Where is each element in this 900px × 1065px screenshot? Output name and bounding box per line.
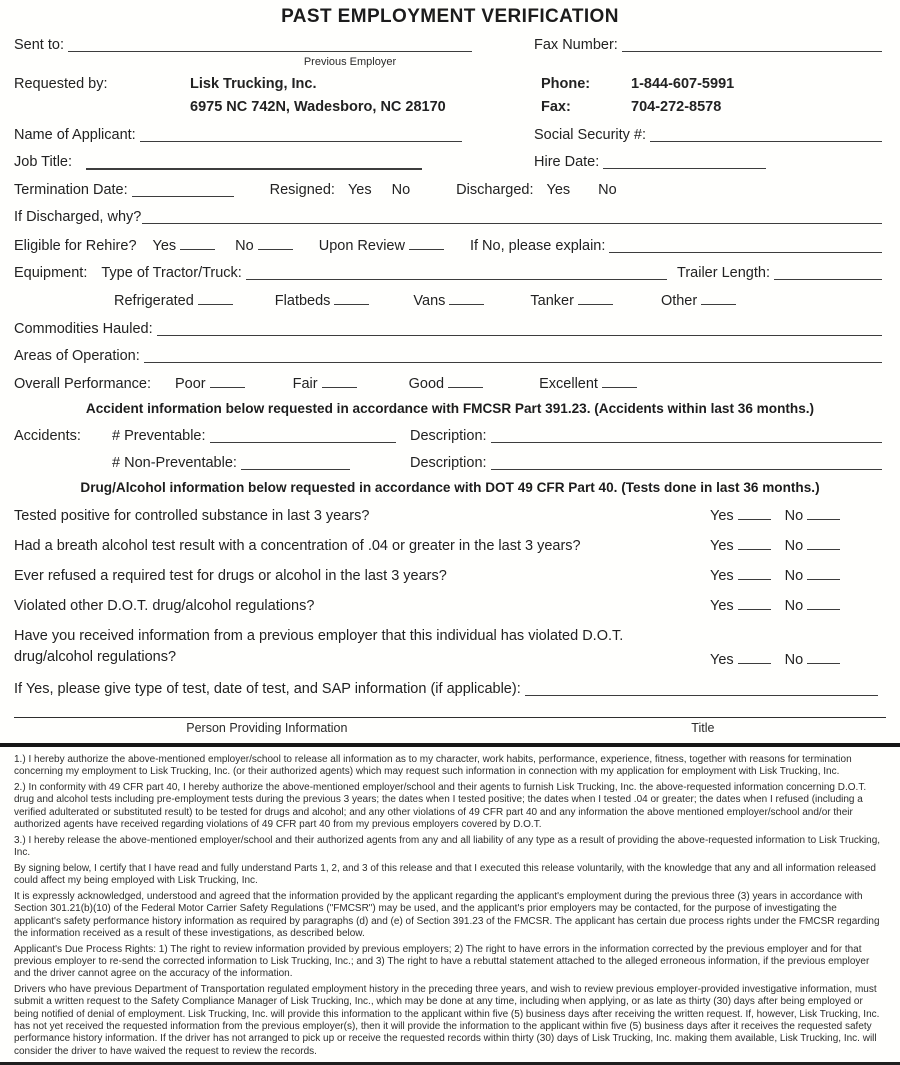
tanker-blank[interactable] [578, 292, 613, 305]
person-providing-label: Person Providing Information [186, 721, 348, 735]
trailer-length-line[interactable] [774, 265, 882, 280]
phone-value: 1-844-607-5991 [631, 76, 735, 92]
resigned-yes-option[interactable]: Yes [347, 182, 372, 198]
termination-date-line[interactable] [132, 182, 234, 197]
q2-yes-blank[interactable] [738, 537, 771, 550]
q5-no-blank[interactable] [807, 651, 840, 664]
areas-line[interactable] [144, 348, 882, 363]
preventable-group [112, 428, 400, 444]
q1-no-option[interactable]: No [784, 508, 804, 524]
fax-number-group [534, 37, 886, 53]
fax-label: Fax: [541, 99, 571, 115]
previous-employer-caption: Previous Employer [303, 56, 397, 68]
legal-paragraph-7: Drivers who have previous Department of Transportation regulated employment history in the preceding three years, and wish to review previous employer-provided investigative information, must submit a written request to the Safety Compliance Manager of Lisk Trucking, Inc., which may be done at any time, including when applying, or as late as thirty (30) days after being employed or being notified of denial of employment. Lisk Trucking, Inc. will provide this information to the applicant within five (5) business days after receiving the written request. If, however, Lisk Trucking, Inc. has not yet received the requested information from the previous employer(s), then it will provide the information to the applicant within five (5) business days after it receives the requested safety performance history information. If the driver has not arranged to pick up or receive the requested records within thirty (30) days of Lisk Trucking, Inc. making them available, Lisk Trucking, Inc. will consider the driver to have waived the request to review the records. [14, 984, 880, 1057]
non-preventable-description-line[interactable] [491, 455, 882, 470]
areas-row [14, 348, 886, 364]
question-3-text: Ever refused a required test for drugs or alcohol in the last 3 years? [14, 568, 447, 584]
non-preventable-label: # Non-Preventable: [112, 455, 237, 471]
hire-date-label: Hire Date: [534, 154, 600, 170]
upon-review-option[interactable]: Upon Review [318, 238, 405, 254]
preventable-description-label: Description: [410, 428, 487, 444]
q5-no-option[interactable]: No [784, 652, 804, 668]
termination-date-label: Termination Date: [14, 182, 128, 198]
q5-yes-option[interactable]: Yes [710, 652, 734, 668]
good-blank[interactable] [448, 375, 483, 388]
performance-row [14, 375, 886, 392]
fax-number-label: Fax Number: [534, 37, 618, 53]
rating-excellent: Excellent [539, 376, 598, 392]
company-block [190, 76, 541, 115]
applicant-name-label: Name of Applicant: [14, 127, 136, 143]
legal-paragraph-4: By signing below, I certify that I have read and fully understand Parts 1, 2, and 3 of this release and that I executed this release voluntarily, with the knowledge that any and all information released could affect my being employed with Lisk Trucking, Inc. [14, 862, 876, 887]
legal-paragraph-6: Applicant's Due Process Rights: 1) The right to review information provided by previous employers; 2) The right to have errors in the information corrected by the previous employer and for that previous employer to re-send the corrected information to Lisk Trucking, Inc.; and 3) The right to have a rebuttal statement attached to the alleged erroneous information, if the previous employer and the driver cannot agree on the accuracy of the information. [14, 943, 870, 980]
job-title-label: Job Title: [14, 154, 73, 170]
q3-no-option[interactable]: No [784, 568, 804, 584]
accidents-nonpreventable-row [14, 455, 886, 471]
question-2-yes-no [710, 537, 880, 554]
signature-title-label: Title [691, 721, 715, 735]
other-blank[interactable] [701, 292, 736, 305]
accidents-label: Accidents: [14, 428, 81, 444]
hire-date-group [534, 154, 886, 170]
tractor-type-label: Type of Tractor/Truck: [101, 265, 242, 281]
termination-row [14, 182, 886, 198]
requested-by-row [14, 76, 886, 115]
job-title-row [14, 154, 886, 171]
question-4-yes-no [710, 597, 880, 614]
excellent-blank[interactable] [602, 375, 637, 388]
question-row-1 [14, 507, 886, 524]
rehire-yes-blank[interactable] [180, 237, 215, 250]
equipment-row [14, 265, 886, 281]
areas-label: Areas of Operation: [14, 348, 140, 364]
q4-no-option[interactable]: No [784, 598, 804, 614]
applicant-name-group [14, 127, 466, 143]
phone-row [541, 76, 886, 92]
non-preventable-group [112, 455, 400, 471]
commodities-row [14, 321, 886, 337]
non-preventable-description-label: Description: [410, 455, 487, 471]
if-discharged-label: If Discharged, why? [14, 209, 142, 225]
question-3-yes-no [710, 567, 880, 584]
q5-yes-blank[interactable] [738, 651, 771, 664]
resigned-label: Resigned: [269, 182, 335, 198]
section-divider-rule [0, 743, 900, 747]
accident-section-heading: Accident information below requested in accordance with FMCSR Part 391.23. (Accidents within last 36 months.) [85, 401, 815, 416]
page-bottom-rule [0, 1062, 900, 1065]
q4-yes-option[interactable]: Yes [710, 598, 734, 614]
if-yes-line[interactable] [525, 681, 878, 696]
equipment-types-row [114, 292, 886, 309]
question-5-yes-no [710, 651, 880, 668]
sent-to-line[interactable] [68, 37, 472, 52]
ssn-line[interactable] [650, 127, 882, 142]
question-2-text: Had a breath alcohol test result with a concentration of .04 or greater in the last 3 years? [14, 538, 581, 554]
hire-date-line[interactable] [603, 154, 766, 169]
rating-poor: Poor [175, 376, 206, 392]
form-title: PAST EMPLOYMENT VERIFICATION [281, 6, 619, 27]
rehire-no-option[interactable]: No [235, 238, 254, 254]
q2-yes-option[interactable]: Yes [710, 538, 734, 554]
rating-fair: Fair [292, 376, 318, 392]
if-yes-label: If Yes, please give type of test, date of test, and SAP information (if applicable): [14, 681, 521, 697]
rehire-no-blank[interactable] [258, 237, 293, 250]
performance-label: Overall Performance: [14, 376, 151, 392]
non-preventable-line[interactable] [241, 455, 350, 470]
ssn-label: Social Security #: [534, 127, 647, 143]
legal-paragraph-2: 2.) In conformity with 49 CFR part 40, I hereby authorize the above-mentioned employer/school and their agents to furnish Lisk Trucking, Inc. the above-requested information concerning D.O.T. drug and alcohol tests including pre-employment tests during the previous 3 years; the dates when I tested positive; the dates when I tested .04 or greater; the dates when I refused (including a verified adulterated or substituted result) to be tested for drugs and alcohol; and any other violations of 49 CFR part 40 and any information the above mentioned employer/school and/or their authorized agents have received regarding violations of 49 CFR part 40 from my previous employers covered by D.O.T. [14, 782, 867, 830]
if-discharged-line[interactable] [142, 209, 882, 224]
fax-number-line[interactable] [622, 37, 882, 52]
equipment-type-tanker: Tanker [530, 293, 574, 309]
q4-no-blank[interactable] [807, 597, 840, 610]
sent-to-label: Sent to: [14, 37, 64, 53]
commodities-line[interactable] [157, 321, 882, 336]
vans-blank[interactable] [449, 292, 484, 305]
signature-labels-row [14, 721, 886, 735]
q3-no-blank[interactable] [807, 567, 840, 580]
q2-no-blank[interactable] [807, 537, 840, 550]
equipment-label: Equipment: [14, 265, 88, 281]
if-yes-row [14, 681, 886, 697]
legal-paragraph-3: 3.) I hereby release the above-mentioned employer/school and their authorized agents from any and all liability of any type as a result of providing the above-requested information to Lisk Trucking, Inc. [14, 834, 881, 859]
eligible-rehire-row [14, 237, 886, 254]
drug-alcohol-section-heading: Drug/Alcohol information below requested in accordance with DOT 49 CFR Part 40. (Tests done in last 36 months.) [80, 480, 820, 495]
q1-yes-option[interactable]: Yes [710, 508, 734, 524]
q3-yes-blank[interactable] [738, 567, 771, 580]
rehire-yes-option[interactable]: Yes [152, 238, 177, 254]
question-1-text: Tested positive for controlled substance in last 3 years? [14, 508, 370, 524]
job-title-line[interactable] [86, 154, 422, 170]
applicant-name-row [14, 127, 886, 143]
q2-no-option[interactable]: No [784, 538, 804, 554]
sent-to-group [14, 37, 476, 53]
question-row-4 [14, 597, 886, 614]
preventable-line[interactable] [210, 428, 396, 443]
phone-label: Phone: [541, 76, 591, 92]
legal-paragraph-1: 1.) I hereby authorize the above-mentioned employer/school to release all information as to my character, work habits, performance, experience, fitness, together with reasons for termination concerning my employment to Lisk Trucking, Inc. (or their authorized agents) which may request such information in connection with my application for employment with Lisk Trucking, Inc. [14, 754, 852, 778]
equipment-type-vans: Vans [413, 293, 446, 309]
phone-fax-block [541, 76, 886, 115]
company-name: Lisk Trucking, Inc. [190, 76, 317, 92]
fair-blank[interactable] [322, 375, 357, 388]
eligible-rehire-label: Eligible for Rehire? [14, 238, 137, 254]
q3-yes-option[interactable]: Yes [710, 568, 734, 584]
signature-line[interactable] [14, 717, 886, 718]
ssn-group [534, 127, 886, 143]
requested-by-label: Requested by: [14, 76, 108, 92]
upon-review-blank[interactable] [409, 237, 444, 250]
fax-row [541, 99, 886, 115]
refrigerated-blank[interactable] [198, 292, 233, 305]
preventable-description-line[interactable] [491, 428, 882, 443]
equipment-type-flatbeds: Flatbeds [274, 293, 331, 309]
flatbeds-blank[interactable] [334, 292, 369, 305]
legal-paragraph-5: It is expressly acknowledged, understood and agreed that the information provided by the applicant regarding the applicant's employment during the previous three (3) years in accordance with Section 301.21(b)(10) of the Federal Motor Carrier Safety Regulations ("FMCSR") may be used, and the applicant's prior employers may be contacted, for the purpose of investigating the applicant's safety performance history information as required by paragraphs (d) and (e) of Section 391.23 of the FMCSR. The applicant has certain due process rights under the FMCSR regarding the information received as a result of these investigations, as described below. [14, 890, 880, 939]
trailer-length-label: Trailer Length: [677, 265, 770, 281]
rating-good: Good [408, 376, 445, 392]
sent-to-row [14, 37, 886, 53]
q1-yes-blank[interactable] [738, 507, 771, 520]
applicant-name-line[interactable] [140, 127, 462, 142]
q4-yes-blank[interactable] [738, 597, 771, 610]
preventable-label: # Preventable: [112, 428, 206, 444]
equipment-type-other: Other [660, 293, 698, 309]
tractor-type-line[interactable] [246, 265, 667, 280]
company-address: 6975 NC 742N, Wadesboro, NC 28170 [190, 99, 446, 115]
question-4-text: Violated other D.O.T. drug/alcohol regulations? [14, 598, 315, 614]
q1-no-blank[interactable] [807, 507, 840, 520]
question-1-yes-no [710, 507, 880, 524]
question-5-text: Have you received information from a previous employer that this individual has violated D.O.T. drug/alcohol regulations? [14, 628, 624, 665]
job-title-group [14, 154, 426, 171]
if-discharged-row [14, 209, 886, 225]
discharged-label: Discharged: [456, 182, 534, 198]
resigned-no-option[interactable]: No [391, 182, 411, 198]
discharged-yes-option[interactable]: Yes [546, 182, 571, 198]
if-no-explain-label: If No, please explain: [469, 238, 606, 254]
poor-blank[interactable] [210, 375, 245, 388]
if-no-explain-line[interactable] [609, 238, 882, 253]
question-row-2 [14, 537, 886, 554]
accidents-preventable-row [14, 428, 886, 444]
commodities-label: Commodities Hauled: [14, 321, 153, 337]
question-row-5 [14, 626, 886, 668]
equipment-type-refrigerated: Refrigerated [114, 293, 194, 309]
question-row-3 [14, 567, 886, 584]
fax-value: 704-272-8578 [631, 99, 722, 115]
discharged-no-option[interactable]: No [598, 182, 617, 198]
legal-text-block [14, 754, 886, 1058]
